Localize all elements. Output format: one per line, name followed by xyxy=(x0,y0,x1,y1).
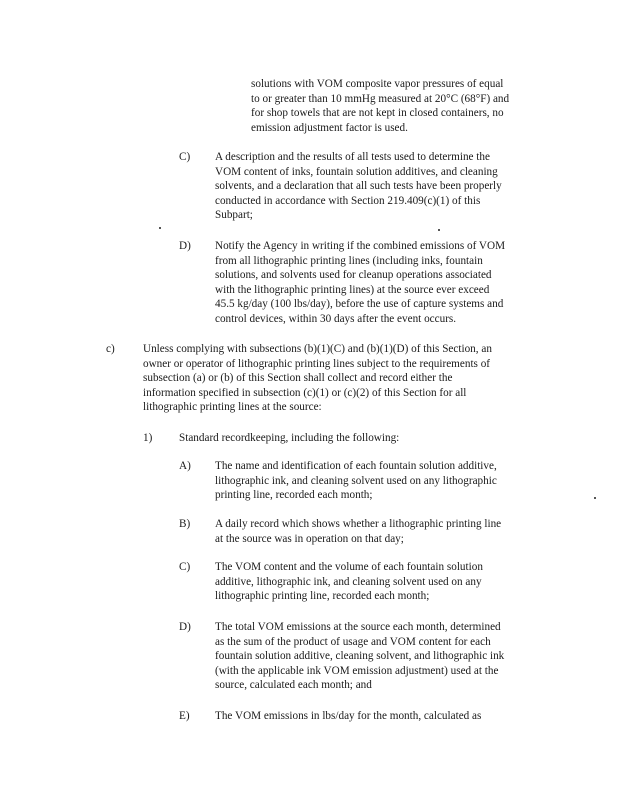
continuation-paragraph: solutions with VOM composite vapor pressures of equal to or greater than 10 mmHg measured at 20°C (68°F) and for shop towels that are not kept in closed containers, no emission adjustment factor is used. xyxy=(251,78,510,134)
item-1-text: Standard recordkeeping, including the following: xyxy=(179,432,400,444)
sub-a-text: The name and identification of each fountain solution additive, lithographic ink, and cleaning solvent used on any lithographic printing line, recorded each month; xyxy=(215,460,497,502)
sub-d-text: The total VOM emissions at the source each month, determined as the sum of the product of usage and VOM content for each fountain solution additive, cleaning solvent, and lithographic ink (with the applicable ink VOM emission adjustment) used at the source, calculated each month; and xyxy=(215,621,505,692)
sub-e-label: E) xyxy=(179,710,190,722)
item-1-label: 1) xyxy=(143,432,153,444)
item-c-label: C) xyxy=(179,151,191,163)
sub-c-text: The VOM content and the volume of each fountain solution additive, lithographic ink, and cleaning solvent used on any lithographic printing line, recorded each month; xyxy=(215,561,483,603)
scan-speck xyxy=(594,497,596,499)
subsection-c-label: c) xyxy=(106,343,115,355)
item-d-label: D) xyxy=(179,240,191,252)
sub-a-label: A) xyxy=(179,460,191,472)
sub-d-label: D) xyxy=(179,621,191,633)
item-d-text: Notify the Agency in writing if the combined emissions of VOM from all lithographic printing lines (including inks, fountain solutions, and solvents used for cleanup operations associated with the lithographic printing lines) at the source ever exceed 45.5 kg/day (100 lbs/day), before the use of capture systems and control devices, within 30 days after the event occurs. xyxy=(215,240,506,325)
sub-b-label: B) xyxy=(179,518,191,530)
sub-c-label: C) xyxy=(179,561,191,573)
sub-b-text: A daily record which shows whether a lithographic printing line at the source was in operation on that day; xyxy=(215,518,502,545)
item-c-text: A description and the results of all tests used to determine the VOM content of inks, fountain solution additives, and cleaning solvents, and a declaration that all such tests have been properly conducted in accordance with Section 219.409(c)(1) of this Subpart; xyxy=(215,151,502,222)
subsection-c-text: Unless complying with subsections (b)(1)(C) and (b)(1)(D) of this Section, an owner or operator of lithographic printing lines subject to the requirements of subsection (a) or (b) of this Section shall collect and record either the information specified in subsection (c)(1) or (c)(2) of this Section for all lithographic printing lines at the source: xyxy=(143,343,492,414)
scan-speck xyxy=(159,227,161,229)
scan-speck xyxy=(438,229,440,231)
sub-e-text: The VOM emissions in lbs/day for the month, calculated as xyxy=(215,710,482,722)
